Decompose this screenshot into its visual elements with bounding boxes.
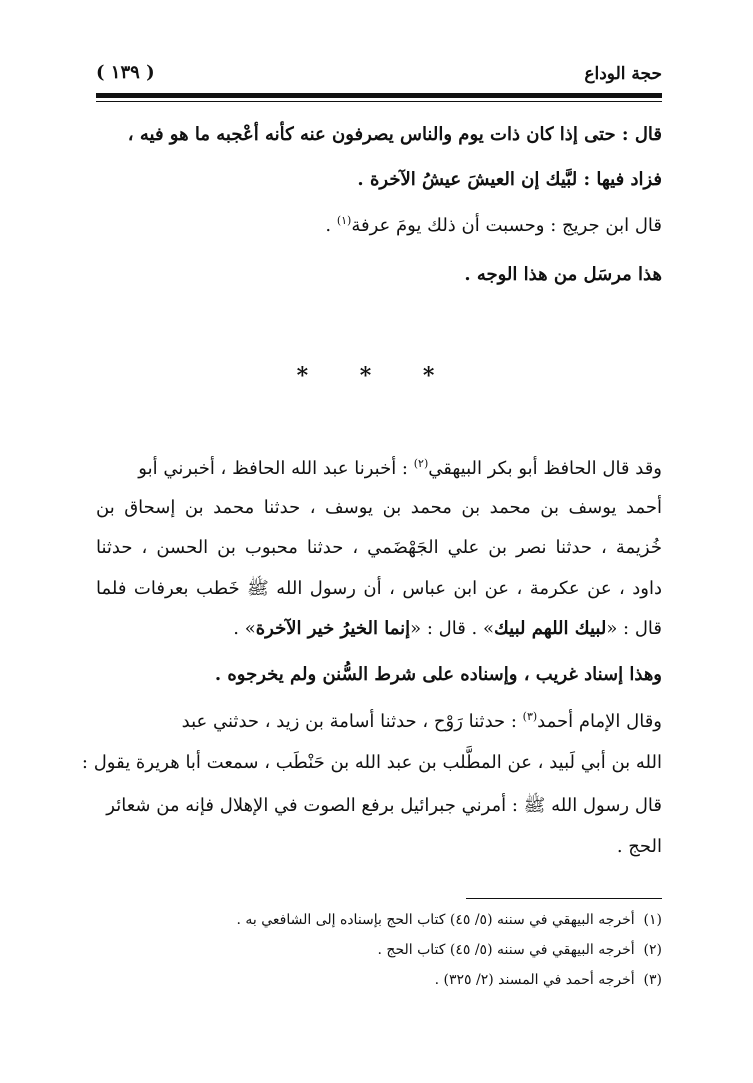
paragraph-1-line-2: فزاد فيها : لبَّيك إن العيشَ عيشُ الآخرة . <box>357 169 662 190</box>
footnote-ref-2: (٢) <box>413 457 429 470</box>
p6-l1-b: : حدثنا رَوْح ، حدثنا أسامة بن زيد ، حدثني عبد <box>181 711 523 732</box>
p4-l1-a: وقد قال الحافظ أبو بكر البيهقي <box>428 458 662 479</box>
paragraph-4-line-3: خُزيمة ، حدثنا نصر بن علي الجَهْضَمي ، حدثنا محبوب بن الحسن ، حدثنا <box>96 537 662 558</box>
header-title: حجة الوداع <box>584 64 662 84</box>
page-number: ( ١٣٩ ) <box>96 62 155 83</box>
p4-l5-c: » . قال : « <box>410 618 495 639</box>
section-separator: * * * <box>296 363 457 389</box>
footnote-1-text: أخرجه البيهقي في سننه (٥/ ٤٥) كتاب الحج بإسناده إلى الشافعي به . <box>236 912 635 928</box>
p6-l1-a: وقال الإمام أحمد <box>537 711 662 732</box>
paragraph-6-line-2: الله بن أبي لَبيد ، عن المطَّلب بن عبد الله بن حَنْطَب ، سمعت أبا هريرة يقول : <box>81 752 662 773</box>
paragraph-4-line-2: أحمد يوسف بن محمد بن محمد بن يوسف ، حدثنا محمد بن إسحاق بن <box>96 497 662 518</box>
paragraph-5: وهذا إسناد غريب ، وإسناده على شرط السُّنن ولم يخرجوه . <box>214 664 662 685</box>
footnote-ref-1: (١) <box>336 214 352 227</box>
p4-l5-a: قال : « <box>606 618 662 639</box>
p4-l5-e: » . <box>233 618 256 639</box>
footnote-ref-3: (٣) <box>522 710 538 723</box>
paragraph-6-line-4: الحج . <box>616 836 662 857</box>
footnote-2-number: (٢) <box>643 942 662 958</box>
paragraph-2-text: قال ابن جريج : وحسبت أن ذلك يومَ عرفة <box>351 215 662 236</box>
paragraph-4-line-1 <box>96 457 662 479</box>
p6-l3-b: أمرني جبرائيل برفع الصوت في الإهلال فإنه من شعائر <box>106 795 507 816</box>
hadith-quote-1: لبيك اللهم لبيك <box>494 618 607 639</box>
paragraph-6-line-1 <box>96 710 662 732</box>
footnote-2-text: أخرجه البيهقي في سننه (٥/ ٤٥) كتاب الحج . <box>377 942 635 958</box>
footnote-1 <box>96 912 662 928</box>
paragraph-2-end: . <box>325 215 337 236</box>
header-rule-thin <box>96 101 662 102</box>
footnote-2 <box>96 942 662 958</box>
running-header <box>96 62 662 88</box>
footnote-separator <box>466 898 662 899</box>
paragraph-4-line-5 <box>96 618 662 639</box>
header-rule-thick <box>96 93 662 98</box>
paragraph-3: هذا مرسَل من هذا الوجه . <box>464 264 662 285</box>
paragraph-2 <box>96 214 662 236</box>
paragraph-4-line-4: داود ، عن عكرمة ، عن ابن عباس ، أن رسول الله ﷺ خَطب بعرفات فلما <box>96 578 663 599</box>
p4-l1-b: : أخبرنا عبد الله الحافظ ، أخبرني أبو <box>138 458 414 479</box>
footnote-3-text: أخرجه أحمد في المسند (٢/ ٣٢٥) . <box>434 972 635 988</box>
footnote-3-number: (٣) <box>643 972 662 988</box>
paragraph-1-line-1: قال : حتى إذا كان ذات يوم والناس يصرفون عنه كأنه أعْجبه ما هو فيه ، <box>127 124 662 145</box>
footnote-3 <box>96 972 662 988</box>
hadith-quote-2: إنما الخيرُ خير الآخرة <box>255 618 411 639</box>
paragraph-6-line-3 <box>96 794 662 820</box>
footnote-1-number: (١) <box>643 912 662 928</box>
p6-l3-a: قال رسول الله ﷺ : <box>506 795 662 816</box>
